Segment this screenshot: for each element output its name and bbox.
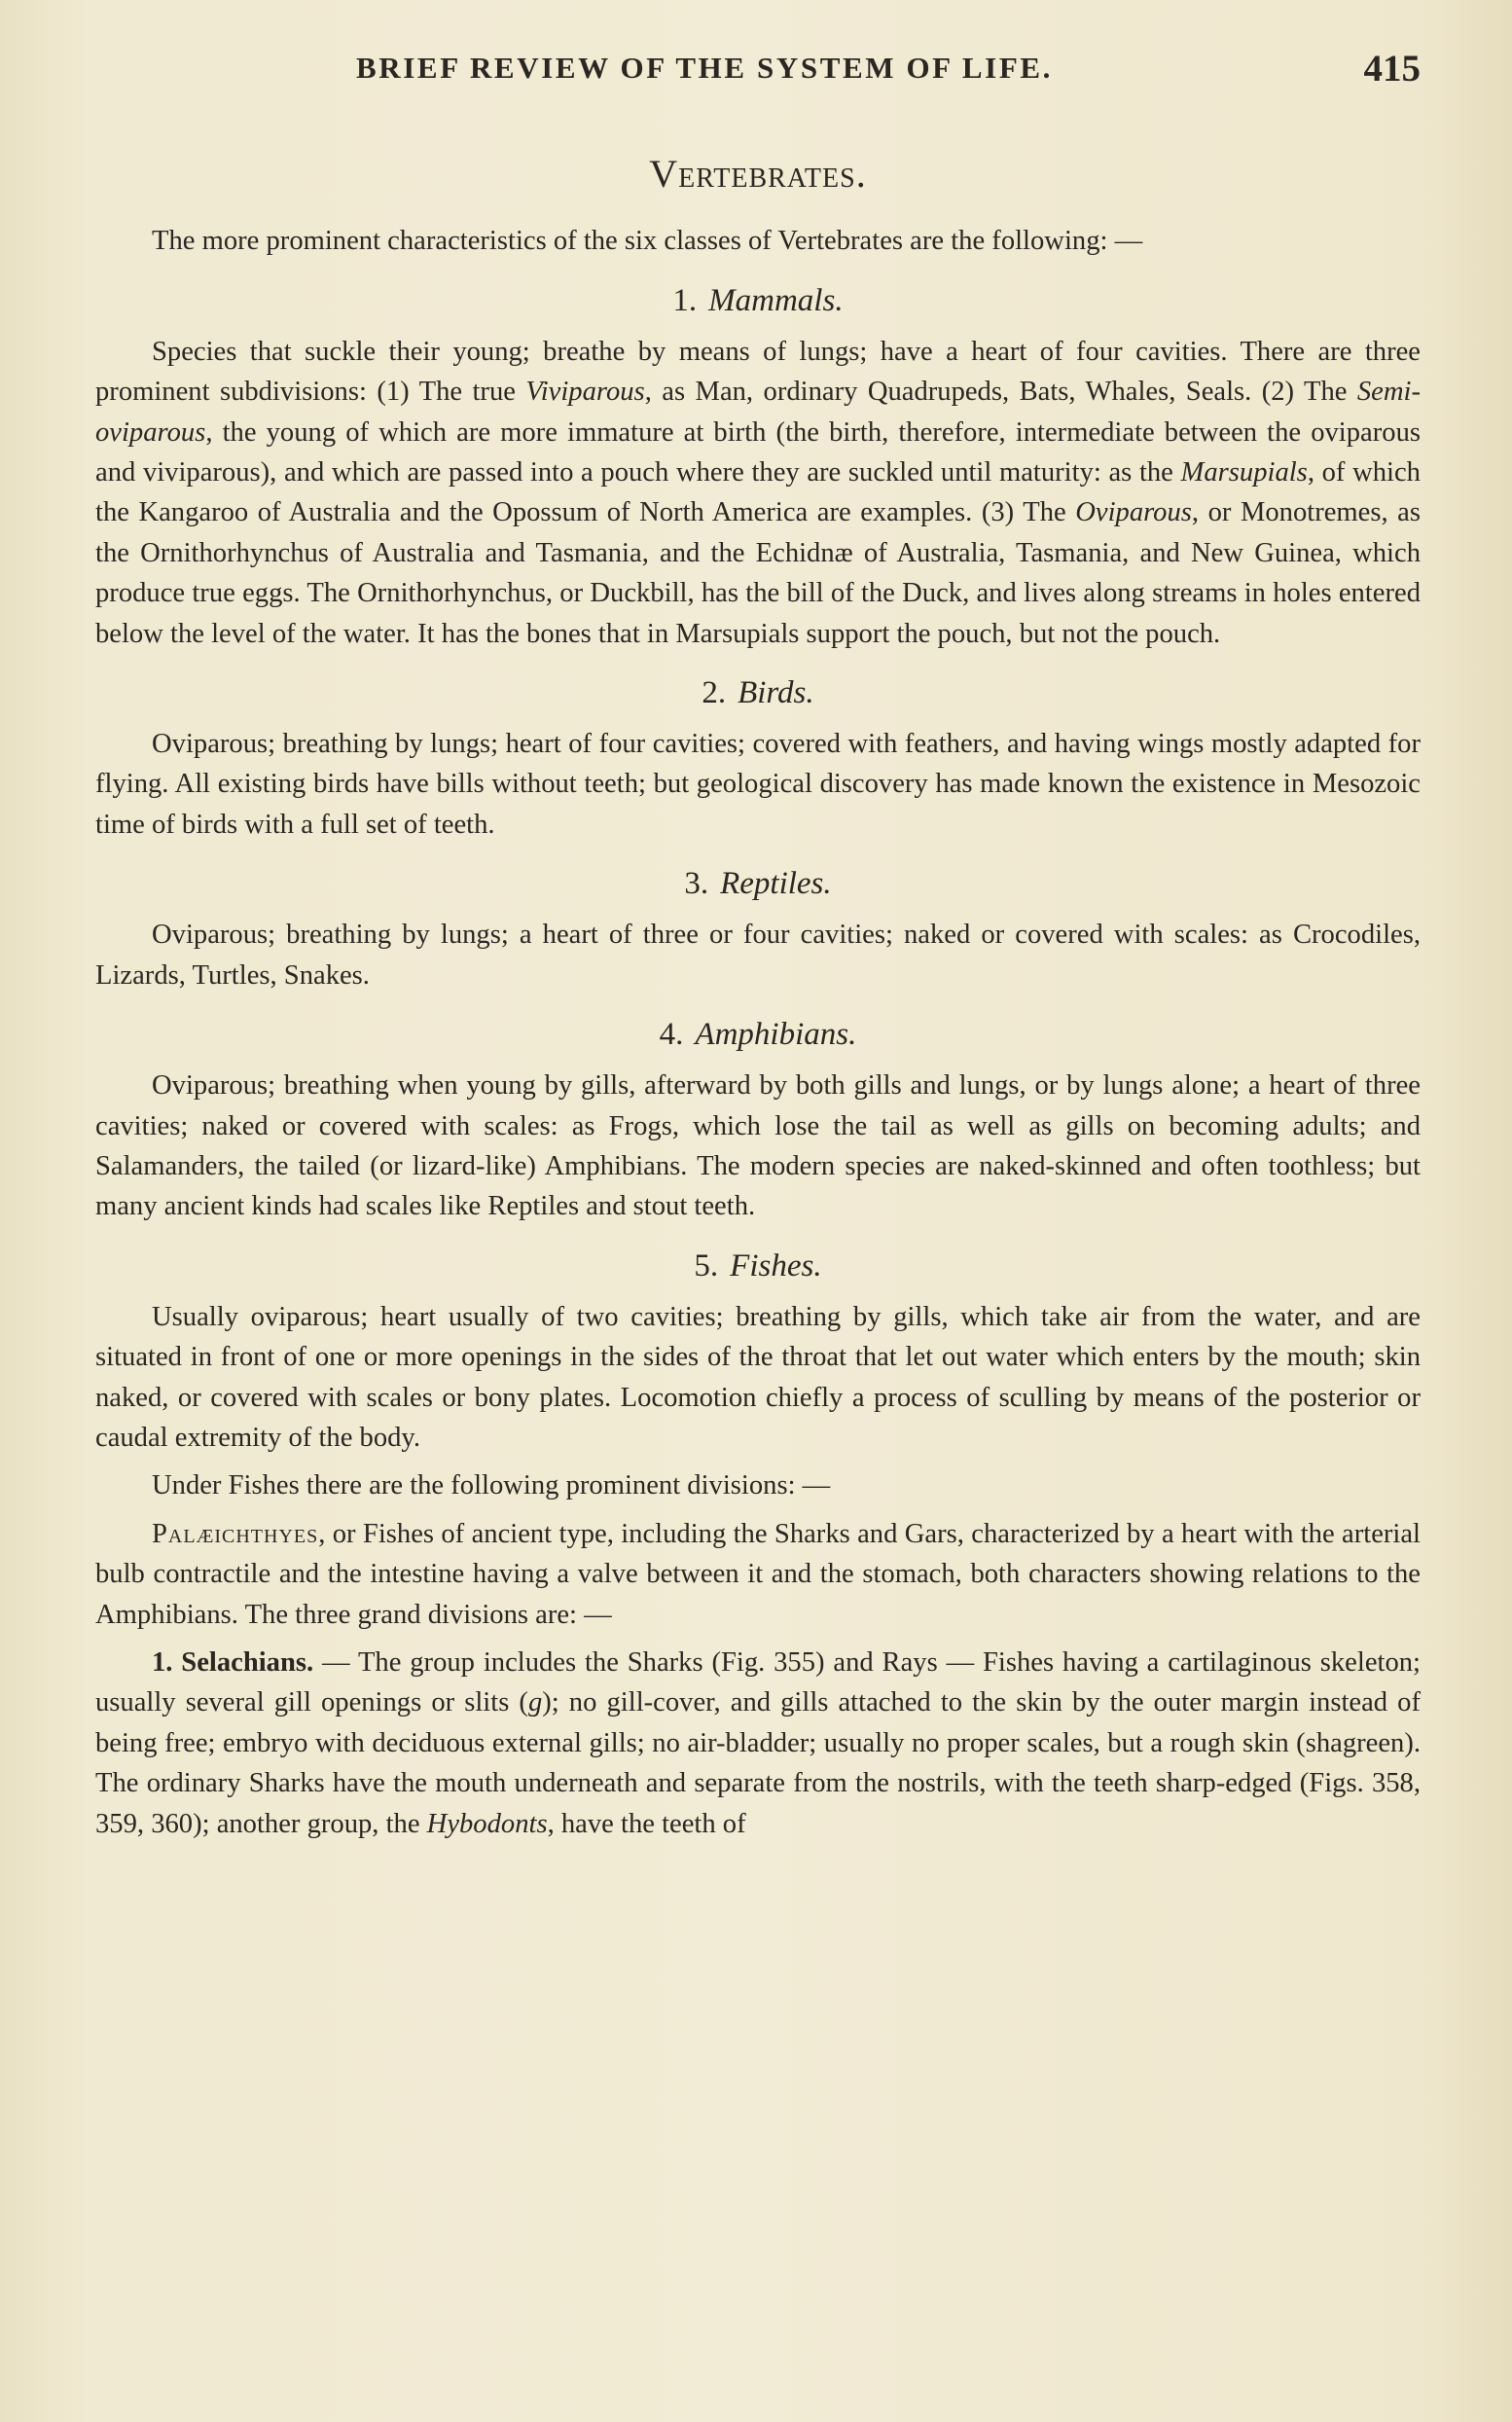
italic-term: Oviparous [1075, 497, 1192, 528]
section-title-text: Vertebrates. [649, 152, 867, 196]
heading-number: 4. [659, 1017, 684, 1053]
text-run: , of which the Kangaroo of Australia and the Opossum of North America are examples. (3) The [95, 457, 1421, 528]
heading-name: Mammals. [708, 282, 844, 318]
running-title: BRIEF REVIEW OF THE SYSTEM OF LIFE. [356, 51, 1054, 85]
heading-birds [95, 673, 1421, 712]
paragraph-selachians [95, 1643, 1421, 1844]
italic-term: Viviparous [525, 377, 645, 408]
text-run: ); no gill-cover, and gills attached to the skin by the outer margin instead of being free; embryo with deciduous external gills; no air-bladder; usually no proper scales, but a rough skin (shagreen). The ordinary Sharks have the mouth underneath and separate from the nostrils, with the teeth sharp-edged (Figs. 358, 359, 360); another group, the [95, 1687, 1422, 1839]
paragraph-divisions-intro: Under Fishes there are the following prominent divisions: — [152, 1470, 831, 1501]
paragraph-fishes: Usually oviparous; heart usually of two cavities; breathing by gills, which take air from the water, and are situated in front of one or more openings in the sides of the throat that let out water which enters by the mouth; skin naked, or covered with scales or bony plates. Locomotion chiefly a process of sculling by means of the posterior or caudal extremity of the body. [95, 1301, 1421, 1453]
heading-amphibians [95, 1015, 1421, 1054]
heading-reptiles [95, 864, 1421, 903]
term-selachians: 1. Selachians. [152, 1646, 314, 1678]
section-title [95, 154, 1421, 194]
heading-mammals [95, 281, 1421, 320]
heading-name: Amphibians. [695, 1017, 857, 1053]
heading-name: Birds. [738, 675, 814, 711]
heading-name: Reptiles. [720, 866, 832, 902]
page-number: 415 [1363, 48, 1421, 90]
paragraph-reptiles: Oviparous; breathing by lungs; a heart of three or four cavities; naked or covered with scales: as Crocodiles, Lizards, Turtles, Snakes. [95, 920, 1421, 991]
text-run: , or Monotremes, as the Ornithorhynchus of Australia and Tasmania, and the Echidnæ of Australia, Tasmania, and New Guinea, which produce true eggs. The Ornithorhynchus, or Duckbill, has the bill of the Duck, and lives along streams in holes entered below the level of the water. It has the bones that in Marsupials support the pouch, but not the pouch. [95, 497, 1421, 649]
paragraph-palaeichthyes [95, 1514, 1421, 1635]
page-body [95, 154, 1421, 1852]
paragraph-mammals [95, 332, 1421, 654]
intro-paragraph: The more prominent characteristics of the six classes of Vertebrates are the following: — [152, 226, 1143, 257]
heading-fishes [95, 1247, 1421, 1285]
text-run: Species that suckle their young; breathe by means of lungs; have a heart of four cavities. There are three prominent subdivisions: (1) The true [95, 336, 1421, 408]
running-head [95, 47, 1421, 95]
text-run: , the young of which are more immature at birth (the birth, therefore, intermediate between the oviparous and viviparous), and which are passed into a pouch where they are suckled until maturity: as the [95, 416, 1421, 488]
italic-term: Marsupials [1180, 457, 1308, 488]
text-run: , or Fishes of ancient type, including the Sharks and Gars, characterized by a heart with the arterial bulb contractile and the intestine having a valve between it and the stomach, both characters showing relations to the Amphibians. The three grand divisions are: — [95, 1518, 1421, 1630]
text-run: — The group includes the Sharks (Fig. 355) and Rays — Fishes having a cartilaginous skeleton; usually several gill openings or slits ( [95, 1646, 1421, 1718]
heading-name: Fishes. [730, 1247, 822, 1283]
paragraph-birds: Oviparous; breathing by lungs; heart of four cavities; covered with feathers, and having wings mostly adapted for flying. All existing birds have bills without teeth; but geological discovery has made known the existence in Mesozoic time of birds with a full set of teeth. [95, 729, 1421, 840]
heading-number: 2. [702, 675, 727, 711]
heading-number: 5. [694, 1247, 719, 1283]
italic-term: Semi-oviparous [95, 377, 1421, 448]
text-run: , as Man, ordinary Quadrupeds, Bats, Whales, Seals. (2) The [644, 377, 1357, 408]
italic-term: Hybodonts [426, 1808, 548, 1839]
heading-number: 1. [672, 282, 698, 318]
italic-term: g [527, 1687, 543, 1718]
term-palaeichthyes: Palæichthyes [152, 1518, 319, 1549]
paragraph-amphibians: Oviparous; breathing when young by gills, afterward by both gills and lungs, or by lungs alone; a heart of three cavities; naked or covered with scales: as Frogs, which lose the tail as well as gills on becoming adults; and Salamanders, the tailed (or lizard-like) Amphibians. The modern species are naked-skinned and often toothless; but many ancient kinds had scales like Reptiles and stout teeth. [95, 1070, 1421, 1222]
text-run: , have the teeth of [547, 1808, 746, 1839]
heading-number: 3. [684, 866, 709, 902]
